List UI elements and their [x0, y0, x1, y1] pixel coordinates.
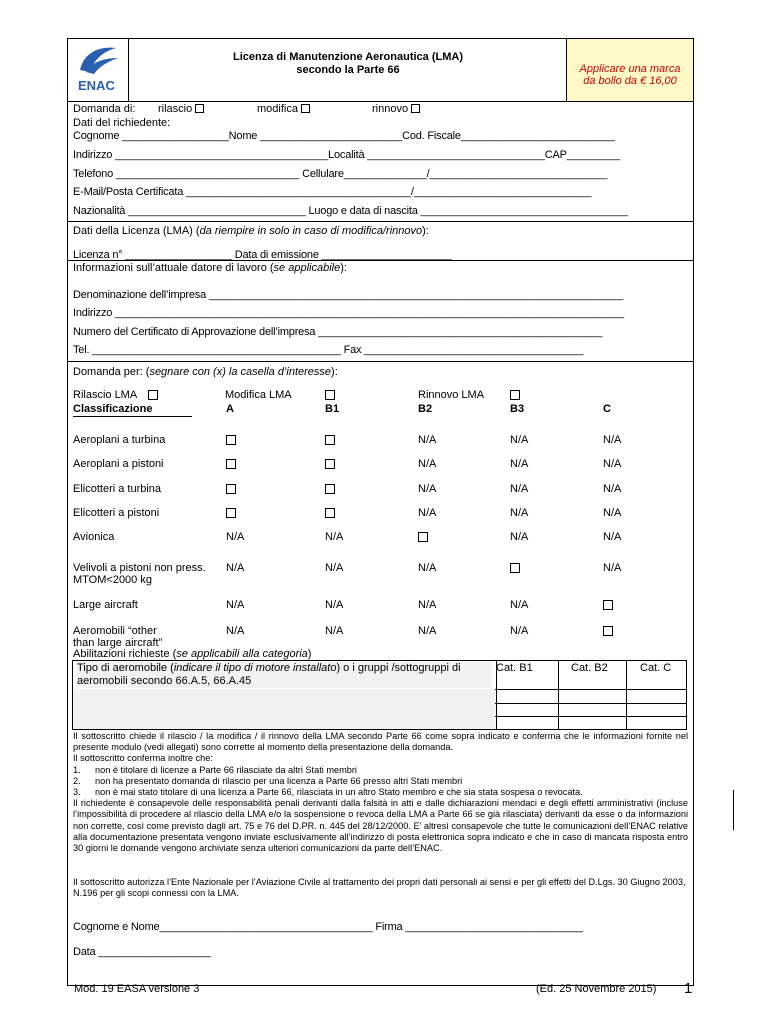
employer-certificate-line[interactable]: Numero del Certificato di Approvazione dell’impresa ________________________________________________ — [73, 326, 603, 338]
declaration-item-1 — [73, 765, 688, 776]
category-checkbox[interactable] — [603, 600, 613, 610]
stamp-line2: da bollo da € 16,00 — [583, 75, 677, 87]
stamp-line1: Applicare una marca — [579, 63, 681, 75]
ratings-col-a2: indicare il tipo di motore installato — [173, 662, 337, 674]
not-applicable-cell: N/A — [510, 599, 529, 611]
category-label: Aeroplani a turbina — [73, 434, 166, 446]
category-checkbox[interactable] — [325, 459, 335, 469]
ratings-input-area[interactable] — [73, 689, 495, 729]
section-divider — [67, 260, 694, 261]
form-title-line1: Licenza di Manutenzione Aeronautica (LMA) — [233, 51, 463, 63]
ratings-col-b2: Cat. B2 — [571, 662, 608, 674]
license-title-c: ): — [422, 225, 429, 237]
not-applicable-cell: N/A — [510, 458, 529, 470]
declaration-item-3 — [73, 787, 688, 798]
category-label-line2: MTOM<2000 kg — [73, 574, 152, 586]
ratings-col-type-header — [77, 662, 492, 688]
employer-section-title — [73, 262, 347, 274]
not-applicable-cell: N/A — [603, 507, 622, 519]
declaration-item-1-text: non è titolare di licenze a Parte 66 rilasciate da altri Stati membri — [95, 764, 357, 775]
category-checkbox[interactable] — [603, 626, 613, 636]
not-applicable-cell: N/A — [510, 625, 529, 637]
header-cat-b3: B3 — [510, 403, 525, 415]
category-checkbox[interactable] — [418, 532, 428, 542]
not-applicable-cell: N/A — [418, 458, 437, 470]
header-divider — [128, 38, 129, 101]
category-label-line2: than large aircraft” — [73, 637, 163, 649]
ratings-col-a1: Tipo di aeromobile ( — [77, 662, 174, 674]
ratings-title-a: Abilitazioni richieste ( — [73, 648, 177, 660]
declaration-item-2 — [73, 776, 688, 787]
section-divider — [67, 221, 694, 222]
rilascio-checkbox[interactable] — [195, 104, 204, 113]
employer-address-line[interactable]: Indirizzo ______________________________________________________________________________________ — [73, 307, 624, 319]
rilascio-lma-checkbox[interactable] — [148, 390, 158, 400]
section-divider — [67, 361, 694, 362]
privacy-consent: Il sottoscritto autorizza l’Ente Nazionale per l’Aviazione Civile al trattamento dei propri dati personali ai sensi e per gli effetti del D.Lgs. 30 Giugno 2003, N.196 per gli scopi connessi con la LMA. — [73, 877, 686, 899]
logo-text: ENAC — [78, 78, 115, 93]
rilascio-lma-option[interactable] — [73, 389, 137, 401]
employer-name-line[interactable]: Denominazione dell’impresa ______________________________________________________________________ — [73, 289, 624, 301]
ratings-title-c: ) — [307, 648, 312, 660]
category-label: Aeroplani a pistoni — [73, 458, 164, 470]
category-checkbox[interactable] — [226, 459, 236, 469]
not-applicable-cell: N/A — [226, 625, 245, 637]
category-checkbox[interactable] — [510, 563, 520, 573]
category-checkbox[interactable] — [325, 435, 335, 445]
not-applicable-cell: N/A — [418, 625, 437, 637]
license-number-line[interactable]: Licenza n° __________________ Data di emissione ______________________ — [73, 249, 452, 261]
not-applicable-cell: N/A — [510, 483, 529, 495]
header-bottom-line — [67, 101, 694, 102]
not-applicable-cell: N/A — [603, 434, 622, 446]
category-row-label — [73, 434, 165, 446]
rinnovo-checkbox[interactable] — [411, 104, 420, 113]
not-applicable-cell: N/A — [510, 507, 529, 519]
category-row-label — [73, 483, 161, 495]
not-applicable-cell: N/A — [418, 562, 437, 574]
footer-edition: (Ed. 25 Novembre 2015) — [536, 983, 657, 995]
category-row-label — [73, 599, 138, 611]
rilascio-label: rilascio — [158, 103, 193, 115]
declaration — [73, 731, 688, 854]
category-checkbox[interactable] — [226, 435, 236, 445]
applicant-nationality-line[interactable]: Nazionalità ______________________________ Luogo e data di nascita ___________________________________ — [73, 205, 628, 217]
rinnovo-label: rinnovo — [372, 103, 409, 115]
header-classificazione: Classificazione — [73, 403, 153, 415]
not-applicable-cell: N/A — [325, 599, 344, 611]
form-title-line2: secondo la Parte 66 — [296, 64, 400, 76]
revenue-stamp-box — [567, 39, 693, 101]
employer-title-c: ): — [340, 262, 347, 274]
not-applicable-cell: N/A — [226, 562, 245, 574]
category-label: Velivoli a pistoni non press. — [73, 562, 206, 574]
not-applicable-cell: N/A — [603, 531, 622, 543]
request-label: Domanda di: — [73, 103, 136, 115]
not-applicable-cell: N/A — [418, 434, 437, 446]
not-applicable-cell: N/A — [325, 531, 344, 543]
not-applicable-cell: N/A — [226, 531, 245, 543]
declaration-p1: Il sottoscritto chiede il rilascio / la modifica / il rinnovo della LMA secondo Parte 66 come sopra indicato e conferma che le informazioni fornite nel presente modulo (vedi allegati) sono corrette al momento della presentazione della domanda. — [73, 731, 688, 753]
ratings-col-c: Cat. C — [640, 662, 672, 674]
declaration-item-1-number: 1. — [73, 764, 81, 775]
license-title-a: Dati della Licenza (LMA) ( — [73, 225, 200, 237]
applicant-section-title: Dati del richiedente: — [73, 117, 171, 129]
category-checkbox[interactable] — [325, 508, 335, 518]
ratings-col-line — [626, 661, 627, 729]
declaration-p2: Il sottoscritto conferma inoltre che: — [73, 753, 213, 764]
rilascio-lma-label: Rilascio LMA — [73, 389, 138, 401]
ratings-title-b: se applicabili alla categoria — [176, 648, 308, 660]
not-applicable-cell: N/A — [603, 458, 622, 470]
page-number: 1 — [684, 980, 693, 997]
not-applicable-cell: N/A — [418, 507, 437, 519]
category-checkbox[interactable] — [226, 508, 236, 518]
category-row-label — [73, 458, 164, 470]
rilascio-option[interactable] — [158, 103, 204, 115]
modifica-checkbox[interactable] — [301, 104, 310, 113]
category-row-label — [73, 507, 159, 519]
modifica-lma-label: Modifica LMA — [225, 389, 292, 401]
license-title-b: da riempire in solo in caso di modifica/rinnovo — [199, 225, 423, 237]
category-row-label — [73, 625, 162, 649]
declaration-item-2-text: non ha presentato domanda di rilascio per una licenza a Parte 66 presso altri Stati membri — [95, 775, 463, 786]
signature-line[interactable]: Cognome e Nome____________________________________ Firma ______________________________ — [73, 921, 583, 933]
ratings-title — [73, 648, 311, 660]
modifica-label: modifica — [257, 103, 298, 115]
categories-title-b: segnare con (x) la casella d’interesse — [149, 366, 332, 378]
applicant-name-line[interactable]: Cognome __________________Nome ________________________Cod. Fiscale__________________________ — [73, 130, 615, 142]
categories-section-title — [73, 366, 338, 378]
category-label: Large aircraft — [73, 599, 138, 611]
modifica-lma-checkbox[interactable] — [325, 390, 335, 400]
category-checkbox[interactable] — [325, 484, 335, 494]
ratings-col-line — [558, 661, 559, 729]
license-section-title — [73, 225, 429, 237]
applicant-email-line[interactable]: E-Mail/Posta Certificata ______________________________________/______________________________ — [73, 186, 592, 198]
category-row-label — [73, 562, 206, 586]
employer-title-a: Informazioni sull’attuale datore di lavoro ( — [73, 262, 274, 274]
categories-title-a: Domanda per: ( — [73, 366, 150, 378]
not-applicable-cell: N/A — [510, 434, 529, 446]
employer-phone-line[interactable]: Tel. __________________________________________ Fax _____________________________________ — [73, 344, 584, 356]
category-label: Avionica — [73, 531, 115, 543]
ratings-col-a4: aeromobili secondo 66.A.5, 66.A.45 — [77, 675, 252, 687]
category-label: Elicotteri a turbina — [73, 483, 162, 495]
header-cat-b1: B1 — [325, 403, 340, 415]
header-cat-a: A — [226, 403, 234, 415]
rinnovo-option[interactable] — [372, 103, 420, 115]
category-row-label — [73, 531, 114, 543]
request-type-row — [73, 103, 135, 115]
categories-title-c: ): — [331, 366, 338, 378]
rinnovo-lma-label: Rinnovo LMA — [418, 389, 485, 401]
modifica-option[interactable] — [257, 103, 310, 115]
employer-title-b: se applicabile — [273, 262, 341, 274]
applicant-phone-line[interactable]: Telefono _______________________________ Cellulare______________/______________________________ — [73, 168, 607, 180]
margin-mark — [733, 790, 734, 830]
not-applicable-cell: N/A — [603, 483, 622, 495]
not-applicable-cell: N/A — [418, 483, 437, 495]
ratings-col-a3: ) o i gruppi /sottogruppi di — [336, 662, 461, 674]
not-applicable-cell: N/A — [325, 625, 344, 637]
date-line[interactable]: Data ___________________ — [73, 946, 211, 958]
not-applicable-cell: N/A — [603, 562, 622, 574]
category-label: Elicotteri a pistoni — [73, 507, 160, 519]
declaration-item-3-number: 3. — [73, 787, 81, 798]
category-checkbox[interactable] — [226, 484, 236, 494]
footer-model: Mod. 19 EASA versione 3 — [74, 983, 200, 995]
not-applicable-cell: N/A — [325, 562, 344, 574]
header-cat-b2: B2 — [418, 403, 433, 415]
not-applicable-cell: N/A — [510, 531, 529, 543]
enac-logo — [72, 42, 124, 98]
applicant-address-line[interactable]: Indirizzo ____________________________________Località ______________________________CAP_________ — [73, 149, 621, 161]
declaration-item-3-text: non è mai stato titolare di una licenza a Parte 66, rilasciata in un altro Stato membro e che sia stata sospesa o revocata. — [95, 787, 583, 798]
ratings-col-b1: Cat. B1 — [496, 662, 533, 674]
classificazione-underline — [73, 416, 192, 417]
rinnovo-lma-checkbox[interactable] — [510, 390, 520, 400]
not-applicable-cell: N/A — [226, 599, 245, 611]
category-label: Aeromobili “other — [73, 625, 157, 637]
declaration-p3: Il richiedente è consapevole delle responsabilità penali derivanti dalla falsità in atti e dalle dichiarazioni mendaci e degli effetti amministrativi (incluse l’impossibilità di procedere al rilascio della LMA e/o la sospensione o revoca della LMA a Parte 66 se già rilasciata) derivanti da esse o da informazioni non corrette, così come previsto dagli art. 75 e 76 del D.PR. n. 445 del 28/12/2000. E’ altresì consapevole che tutte le comunicazioni dell’ENAC relative alla documentazione presentata vengono inviate esclusivamente all’indirizzo di posta elettronica sopra indicato e che in caso di mancata risposta entro 30 giorni le domande vengono archiviate senza ulteriori comunicazioni da parte dell’ENAC. — [73, 798, 688, 854]
declaration-item-2-number: 2. — [73, 775, 81, 786]
header-cat-c: C — [603, 403, 611, 415]
not-applicable-cell: N/A — [418, 599, 437, 611]
